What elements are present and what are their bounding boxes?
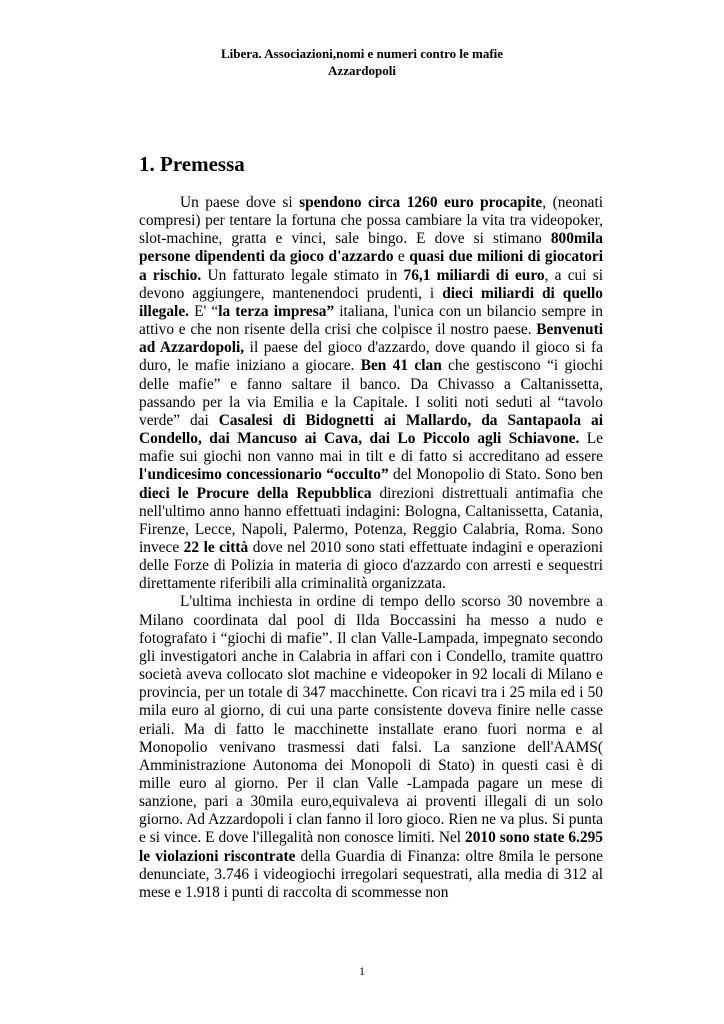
page-number: 1: [359, 964, 365, 978]
text-run: , (neonati compresi) per tentare la fortuna che possa cambiare la vita tra videopoker, slot-machine, gratta e vinci, sale bingo. E dove si stimano: [139, 194, 604, 248]
header-subtitle: Azzardopoli: [328, 63, 396, 78]
bold-text: Ben 41 clan: [360, 357, 442, 375]
text-run: Un paese dove si: [180, 194, 300, 211]
section-title: 1. Premessa: [139, 152, 245, 176]
paragraph: [139, 194, 603, 593]
text-run: del Monopolio di Stato. Sono ben: [388, 466, 603, 484]
bold-text: Casalesi di Bidognetti ai Mallardo, da Santapaola ai Condello, dai Mancuso ai Cava, dai Lo Piccolo agli Schiavone.: [139, 411, 603, 448]
bold-text: 800mila persone dipendenti da gioco d'azzardo: [139, 230, 603, 266]
text-run: direzioni distrettuali antimafia che nell'ultimo anno hanno effettuati indagini: Bologna, Caltanissetta, Catania, Firenze, Lecce, Napoli, Palermo, Potenza, Reggio Calabria, Roma. Sono invece: [139, 484, 603, 556]
bold-text: 22 le città: [183, 538, 249, 556]
paragraph: [139, 593, 603, 902]
bold-text: Benvenuti ad Azzardopoli,: [139, 321, 603, 357]
running-header: [0, 45, 724, 79]
text-run: E' “: [189, 302, 219, 320]
bold-text: la terza impresa”: [218, 302, 335, 320]
bold-text: l'undicesimo concessionario “occulto”: [139, 466, 389, 484]
text-run: che gestiscono “i giochi delle mafie” e fanno saltare il banco. Da Chivasso a Caltanissetta, passando per la via Emilia e la Capitale. I soliti noti seduti al “tavolo verde” dai: [139, 357, 603, 429]
bold-text: 2010 sono state 6.295 le violazioni riscontrate: [139, 829, 603, 865]
body-text: [139, 194, 603, 902]
bold-text: dieci le Procure della Repubblica: [139, 484, 372, 502]
text-run: italiana, l'unica con un bilancio sempre in attivo e che non risente della crisi che colpisce il nostro paese.: [139, 302, 604, 339]
bold-text: 76,1 miliardi di euro: [403, 266, 545, 284]
text-run: della Guardia di Finanza: oltre 8mila le persone denunciate, 3.746 i videogiochi irregolari sequestrati, alla media di 312 al mese e 1.918 i punti di raccolta di scommesse non: [139, 847, 603, 901]
bold-text: dieci miliardi di quello illegale.: [139, 284, 603, 320]
bold-text: spendono circa 1260 euro procapite: [299, 194, 543, 211]
text-run: L'ultima inchiesta in ordine di tempo dello scorso 30 novembre a Milano coordinata dal pool di Ilda Boccassini ha messo a nudo e fotografato i “giochi di mafie”. Il clan Valle-Lampada, impegnato secondo gli investigatori anche in Calabria in affari con i Condello, tramite quattro società aveva collocato slot machine e videopoker in 92 locali di Milano e provincia, per un totale di 347 macchinette. Con ricavi tra i 25 mila ed i 50 mila euro al giorno, di cui una parte consistente doveva finire nelle casse eriali. Ma di fatto le macchinette installate erano fuori norma e al Monopolio venivano trasmessi dati falsi. La sanzione dell'AAMS( Amministrazione Autonoma dei Monopoli di Stato) in questi casi è di mille euro al giorno. Per il clan Valle -Lampada pagare un mese di sanzione, pari a 30mila euro,equivaleva ai proventi illegali di un solo giorno. Ad Azzardopoli i clan fanno il loro gioco. Rien ne va plus. Si punta e si vince. E dove l'illegalità non conosce limiti. Nel: [139, 593, 603, 847]
bold-text: quasi due milioni di giocatori a rischio.: [139, 248, 604, 284]
text-run: e: [393, 248, 410, 266]
text-run: , a cui si devono aggiungere, mantenendoci prudenti, i: [139, 266, 603, 302]
text-run: Un fatturato legale stimato in: [201, 266, 404, 284]
header-title: Libera. Associazioni,nomi e numeri contro le mafie: [220, 46, 504, 61]
text-run: Le mafie sui giochi non vanno mai in tilt e di fatto si accreditano ad essere: [139, 430, 603, 466]
text-run: dove nel 2010 sono stati effettuate indagini e operazioni delle Forze di Polizia in materia di gioco d'azzardo con arresti e sequestri direttamente riferibili alla criminalità organizzata.: [139, 538, 604, 593]
text-run: il paese del gioco d'azzardo, dove quando il gioco si fa duro, le mafie iniziano a giocare.: [139, 339, 604, 375]
